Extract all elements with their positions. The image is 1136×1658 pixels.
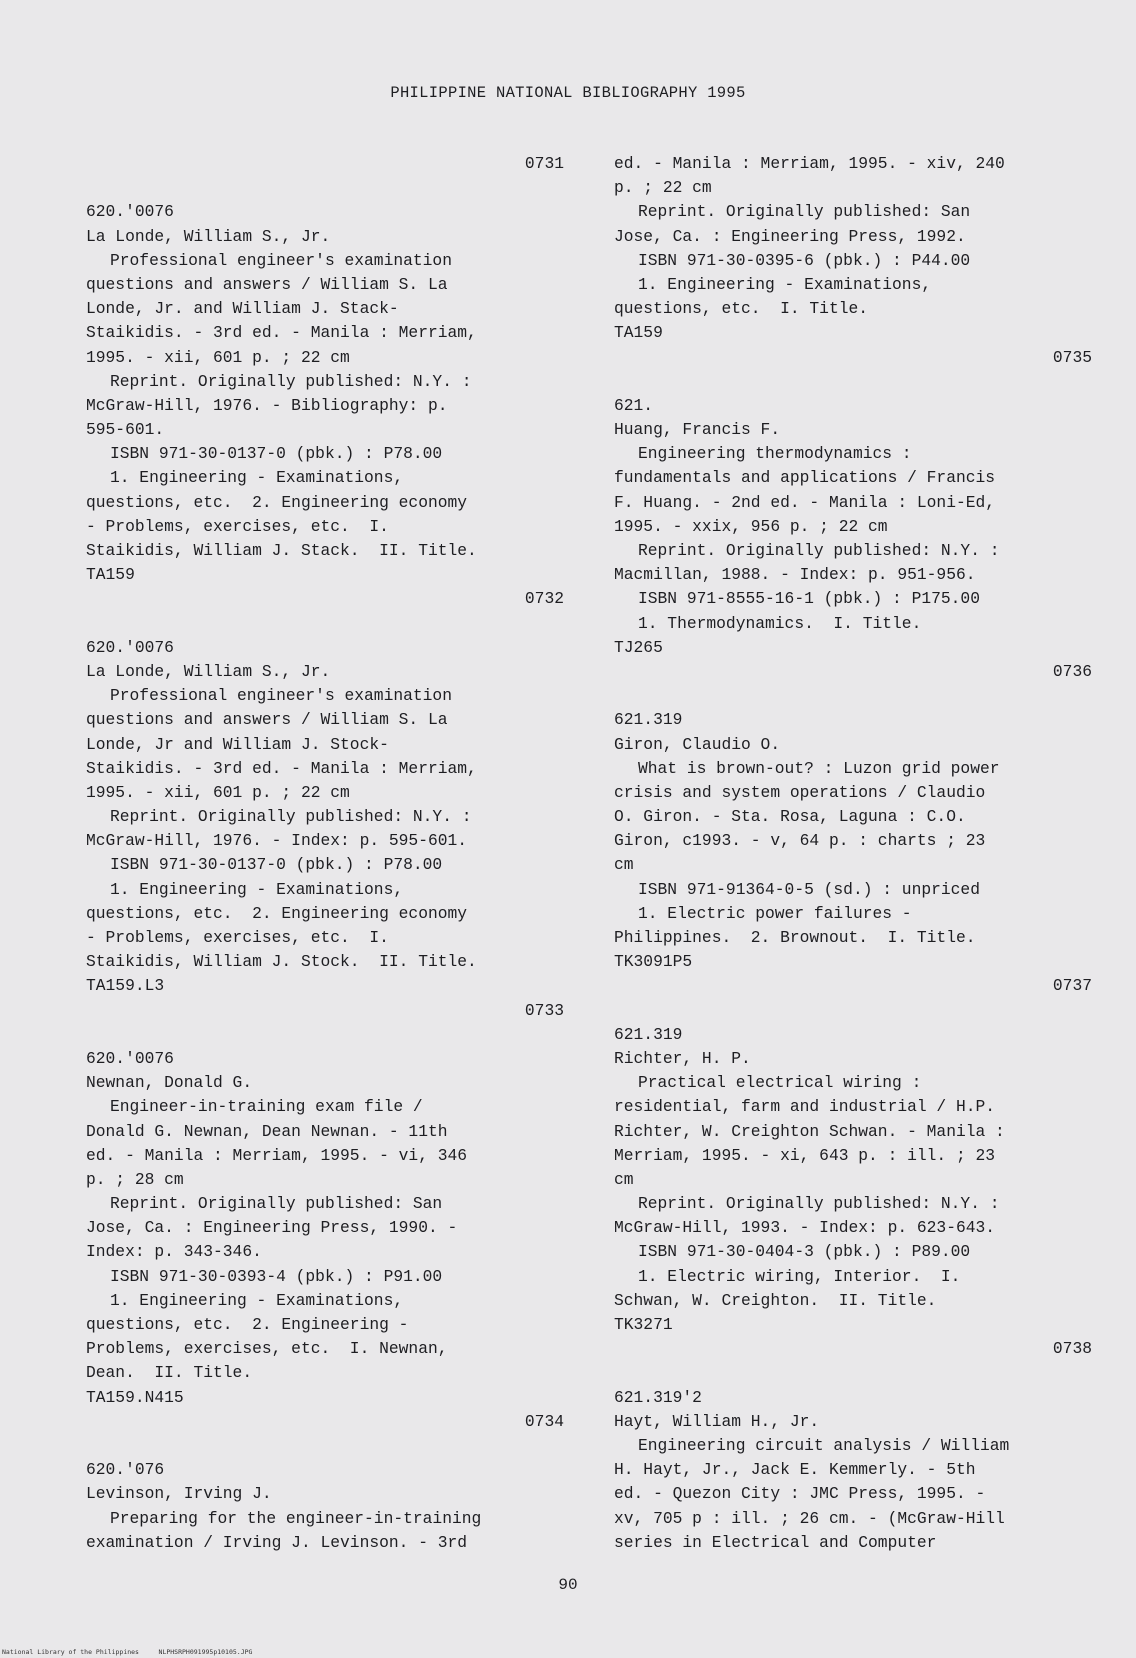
entry-line: McGraw-Hill, 1976. - Bibliography: p. (86, 395, 448, 415)
entry-number: 0731 (524, 154, 564, 173)
author: La Londe, William S., Jr. (86, 661, 331, 681)
class-number: 621.319'2 (614, 1387, 702, 1407)
title-line: Practical electrical wiring : (638, 1073, 922, 1093)
entry-line: Macmillan, 1988. - Index: p. 951-956. (614, 565, 976, 585)
entry-line: Reprint. Originally published: N.Y. : (110, 807, 472, 827)
entry-line: Staikidis. - 3rd ed. - Manila : Merriam, (86, 323, 477, 343)
entry-line: ed. - Manila : Merriam, 1995. - vi, 346 (86, 1145, 468, 1165)
title-line: What is brown-out? : Luzon grid power (638, 758, 1000, 778)
right-column (614, 152, 1092, 1555)
author: Huang, Francis F. (614, 420, 781, 440)
class-number: 621.319 (614, 1024, 683, 1044)
title-line: Engineering circuit analysis / William (638, 1435, 1010, 1455)
entry-line: Staikidis, William J. Stack. II. Title. (86, 541, 477, 560)
entry-line: Donald G. Newnan, Dean Newnan. - 11th (86, 1121, 448, 1141)
entry-line: 1995. - xii, 601 p. ; 22 cm (86, 782, 350, 802)
entry-number: 0734 (524, 1411, 564, 1431)
entry-line: cm (614, 855, 634, 875)
entry-line: Reprint. Originally published: San (638, 202, 971, 222)
entry-line: questions and answers / William S. La (86, 274, 448, 294)
entry-line: 1995. - xxix, 956 p. ; 22 cm (614, 516, 888, 536)
page-title: PHILIPPINE NATIONAL BIBLIOGRAPHY 1995 (390, 84, 746, 102)
entry-line: Philippines. 2. Brownout. I. Title. (614, 928, 976, 947)
entry-line: O. Giron. - Sta. Rosa, Laguna : C.O. (614, 807, 966, 827)
call-number: TA159 (86, 565, 135, 585)
entry-line: Problems, exercises, etc. I. Newnan, (86, 1339, 448, 1359)
class-number: 620.'0076 (86, 1048, 174, 1068)
author: Levinson, Irving J. (86, 1484, 272, 1504)
entry-line: 595-601. (86, 420, 165, 440)
entry-line: xv, 705 p : ill. ; 26 cm. - (McGraw-Hill (614, 1508, 1005, 1528)
call-number: TJ265 (614, 637, 663, 657)
author: Richter, H. P. (614, 1048, 751, 1068)
entry-line: crisis and system operations / Claudio (614, 782, 986, 802)
class-number: 620.'076 (86, 1460, 165, 1480)
entry-number: 0732 (524, 589, 564, 609)
entry-line: Jose, Ca. : Engineering Press, 1992. (614, 226, 966, 246)
entry-number: 0735 (1052, 347, 1092, 367)
isbn-line: ISBN 971-8555-16-1 (pbk.) : P175.00 (638, 589, 980, 609)
call-number: TA159 (614, 323, 663, 343)
entry-line: - Problems, exercises, etc. I. (86, 928, 389, 947)
subject-line: 1. Electric power failures - (638, 903, 912, 923)
class-number: 621.319 (614, 710, 683, 730)
author: La Londe, William S., Jr. (86, 226, 331, 246)
left-column (86, 152, 564, 1555)
entry-line: questions and answers / William S. La (86, 710, 448, 730)
title-line: Professional engineer's examination (110, 250, 452, 270)
subject-line: 1. Engineering - Examinations, (110, 1290, 404, 1310)
entry-line: Reprint. Originally published: N.Y. : (110, 371, 472, 391)
entry-line: Merriam, 1995. - xi, 643 p. : ill. ; 23 (614, 1145, 996, 1165)
class-number: 621. (614, 395, 654, 415)
entry-line: Staikidis. - 3rd ed. - Manila : Merriam, (86, 758, 477, 778)
isbn-line: ISBN 971-30-0395-6 (pbk.) : P44.00 (638, 250, 971, 270)
entry-number: 0736 (1052, 661, 1092, 681)
isbn-line: ISBN 971-30-0137-0 (pbk.) : P78.00 (110, 444, 443, 464)
entry-line: Schwan, W. Creighton. II. Title. (614, 1290, 937, 1310)
entry-line: F. Huang. - 2nd ed. - Manila : Loni-Ed, (614, 492, 996, 512)
entry-line: Staikidis, William J. Stock. II. Title. (86, 952, 477, 972)
title-line: Preparing for the engineer-in-training (110, 1508, 482, 1528)
entry-line: p. ; 28 cm (86, 1169, 184, 1189)
entry-line: H. Hayt, Jr., Jack E. Kemmerly. - 5th (614, 1460, 976, 1480)
entry-line: ed. - Quezon City : JMC Press, 1995. - (614, 1484, 986, 1504)
subject-line: 1. Engineering - Examinations, (110, 468, 404, 488)
call-number: TA159.N415 (86, 1387, 184, 1407)
entry-line: p. ; 22 cm (614, 178, 712, 198)
entry-line: series in Electrical and Computer (614, 1532, 937, 1552)
entry-line: Reprint. Originally published: San (110, 1194, 443, 1214)
entry-line: questions, etc. I. Title. (614, 299, 869, 319)
scan-footer: National Library of the Philippines NLPHSRPH091995p10105.JPG (2, 1648, 253, 1656)
entry-number: 0733 (524, 1000, 564, 1020)
entry-line: - Problems, exercises, etc. I. (86, 516, 389, 536)
entry-line: examination / Irving J. Levinson. - 3rd (86, 1532, 468, 1552)
entry-line: McGraw-Hill, 1976. - Index: p. 595-601. (86, 831, 468, 851)
entry-line: Londe, Jr and William J. Stock- (86, 734, 389, 754)
entry-line: Giron, c1993. - v, 64 p. : charts ; 23 (614, 831, 986, 851)
subject-line: 1. Engineering - Examinations, (110, 879, 404, 899)
author: Giron, Claudio O. (614, 734, 781, 754)
call-number: TK3271 (614, 1315, 673, 1334)
entry-line: questions, etc. 2. Engineering economy (86, 492, 468, 512)
author: Newnan, Donald G. (86, 1073, 253, 1093)
entry-line: Jose, Ca. : Engineering Press, 1990. - (86, 1218, 458, 1238)
entry-line: Londe, Jr. and William J. Stack- (86, 299, 399, 319)
title-line: Professional engineer's examination (110, 686, 452, 706)
entry-line: questions, etc. 2. Engineering economy (86, 903, 468, 923)
entry-line: Reprint. Originally published: N.Y. : (638, 541, 1000, 560)
entry-number: 0738 (1052, 1339, 1092, 1359)
entry-line: cm (614, 1169, 634, 1189)
entry-line: Dean. II. Title. (86, 1363, 253, 1383)
author: Hayt, William H., Jr. (614, 1411, 820, 1431)
entry-line: McGraw-Hill, 1993. - Index: p. 623-643. (614, 1218, 996, 1238)
isbn-line: ISBN 971-30-0393-4 (pbk.) : P91.00 (110, 1266, 443, 1286)
entry-line: 1995. - xii, 601 p. ; 22 cm (86, 347, 350, 367)
title-line: Engineering thermodynamics : (638, 444, 912, 464)
entry-line: ed. - Manila : Merriam, 1995. - xiv, 240 (614, 154, 1005, 173)
entry-line: Index: p. 343-346. (86, 1242, 262, 1262)
entry-number: 0737 (1052, 976, 1092, 996)
entry-line: Reprint. Originally published: N.Y. : (638, 1194, 1000, 1214)
page-number: 90 (558, 1576, 578, 1594)
subject-line: 1. Electric wiring, Interior. I. (638, 1266, 961, 1286)
subject-line: 1. Engineering - Examinations, (638, 274, 932, 294)
class-number: 620.'0076 (86, 637, 174, 657)
title-line: Engineer-in-training exam file / (110, 1097, 423, 1117)
isbn-line: ISBN 971-30-0137-0 (pbk.) : P78.00 (110, 855, 443, 875)
entry-line: residential, farm and industrial / H.P. (614, 1097, 996, 1117)
isbn-line: ISBN 971-30-0404-3 (pbk.) : P89.00 (638, 1242, 971, 1262)
call-number: TA159.L3 (86, 976, 165, 996)
isbn-line: ISBN 971-91364-0-5 (sd.) : unpriced (638, 879, 980, 899)
entry-line: questions, etc. 2. Engineering - (86, 1315, 409, 1334)
entry-line: fundamentals and applications / Francis (614, 468, 996, 488)
subject-line: 1. Thermodynamics. I. Title. (638, 613, 922, 633)
call-number: TK3091P5 (614, 952, 693, 972)
entry-line: Richter, W. Creighton Schwan. - Manila : (614, 1121, 1005, 1141)
class-number: 620.'0076 (86, 202, 174, 222)
